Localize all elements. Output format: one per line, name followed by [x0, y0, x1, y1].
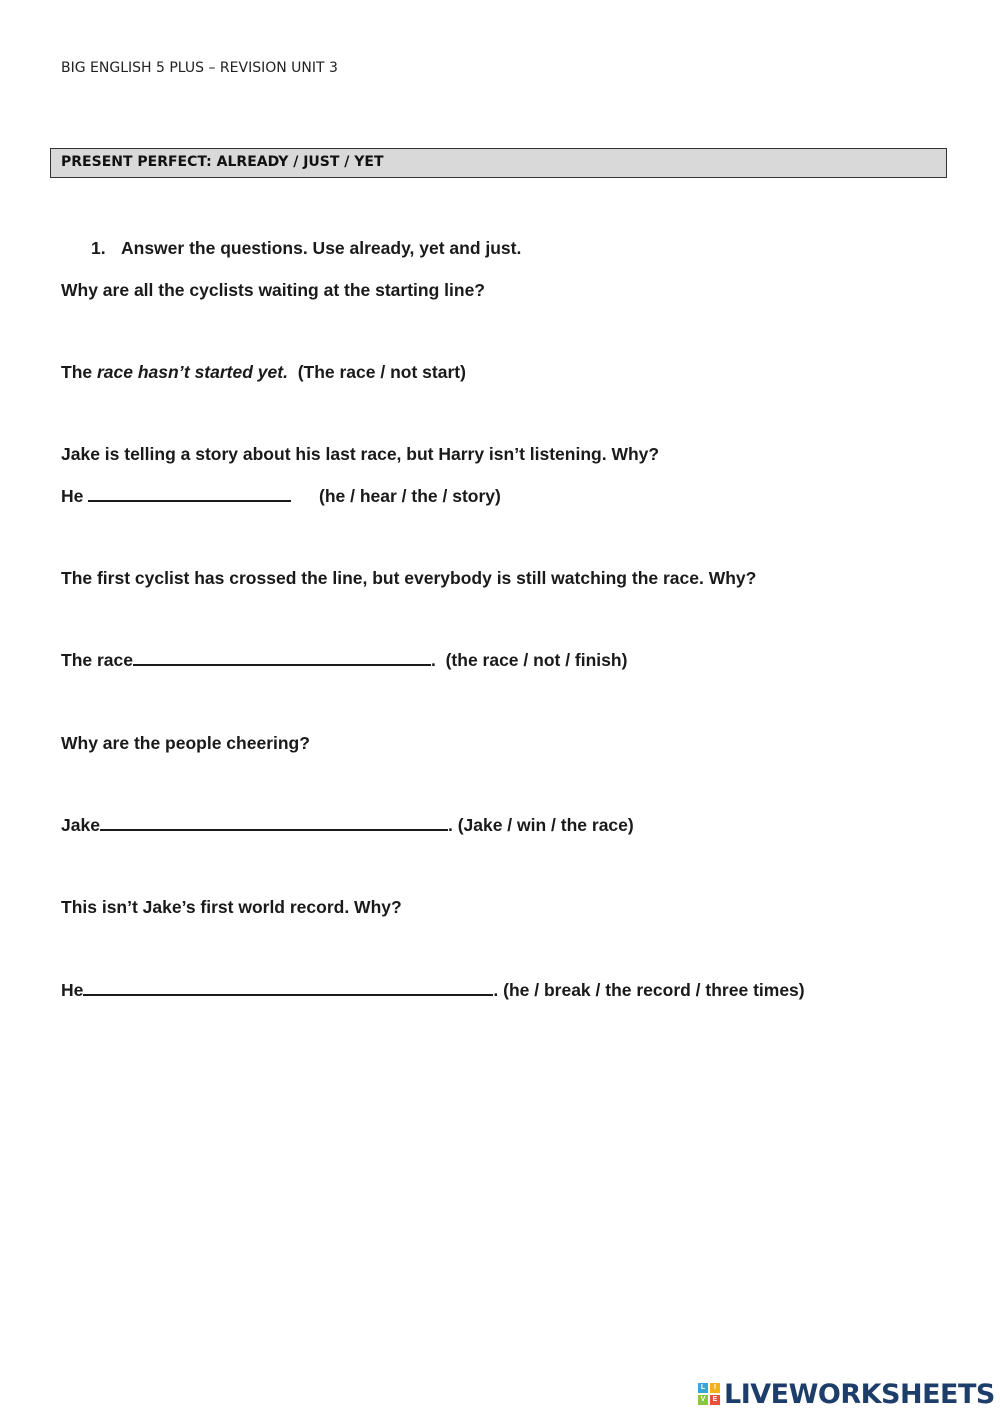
- logo-text: LIVEWORKSHEETS: [724, 1378, 995, 1410]
- answer-2: [61, 486, 501, 507]
- answer-2-hint: (he / hear / the / story): [319, 486, 501, 506]
- answer-4-hint: (Jake / win / the race): [457, 815, 634, 835]
- answer-3: [61, 650, 627, 671]
- question-4: Why are the people cheering?: [61, 733, 310, 753]
- logo-mark-e: E: [710, 1395, 720, 1405]
- answer-3-suffix: .: [430, 650, 436, 670]
- answer-5-suffix: .: [493, 980, 499, 1000]
- instruction-text: Answer the questions. Use already, yet and just.: [121, 238, 522, 258]
- answer-3-blank[interactable]: [133, 650, 431, 666]
- answer-5: [61, 980, 805, 1001]
- document-header: BIG ENGLISH 5 PLUS – REVISION UNIT 3: [61, 60, 338, 76]
- section-title: PRESENT PERFECT: ALREADY / JUST / YET: [61, 154, 384, 170]
- logo-mark-l: L: [698, 1383, 708, 1393]
- answer-1: [61, 362, 466, 383]
- answer-5-blank[interactable]: [83, 980, 493, 996]
- section-title-box: [50, 148, 947, 178]
- answer-4: [61, 815, 634, 836]
- answer-3-hint: (the race / not / finish): [445, 650, 628, 670]
- answer-4-blank[interactable]: [100, 815, 448, 831]
- answer-5-prefix: He: [61, 980, 84, 1000]
- answer-4-suffix: .: [447, 815, 453, 835]
- liveworksheets-logo[interactable]: [698, 1378, 995, 1410]
- answer-2-prefix: He: [61, 486, 84, 506]
- answer-2-blank[interactable]: [88, 486, 291, 502]
- logo-mark-v: V: [698, 1395, 708, 1405]
- logo-mark-icon: [698, 1383, 720, 1405]
- answer-1-hint: (The race / not start): [297, 362, 466, 382]
- answer-1-example: race hasn’t started yet.: [96, 362, 288, 382]
- answer-4-prefix: Jake: [61, 815, 100, 835]
- answer-3-prefix: The race: [61, 650, 133, 670]
- question-2: Jake is telling a story about his last race, but Harry isn’t listening. Why?: [61, 444, 660, 464]
- answer-5-hint: (he / break / the record / three times): [503, 980, 805, 1000]
- logo-mark-i: I: [710, 1383, 720, 1393]
- question-1: Why are all the cyclists waiting at the starting line?: [61, 280, 485, 300]
- instruction: [91, 238, 521, 259]
- answer-1-prefix: The: [61, 362, 97, 382]
- question-5: This isn’t Jake’s first world record. Why?: [61, 897, 402, 917]
- instruction-number: 1.: [91, 238, 106, 258]
- question-3: The first cyclist has crossed the line, but everybody is still watching the race. Why?: [61, 568, 757, 588]
